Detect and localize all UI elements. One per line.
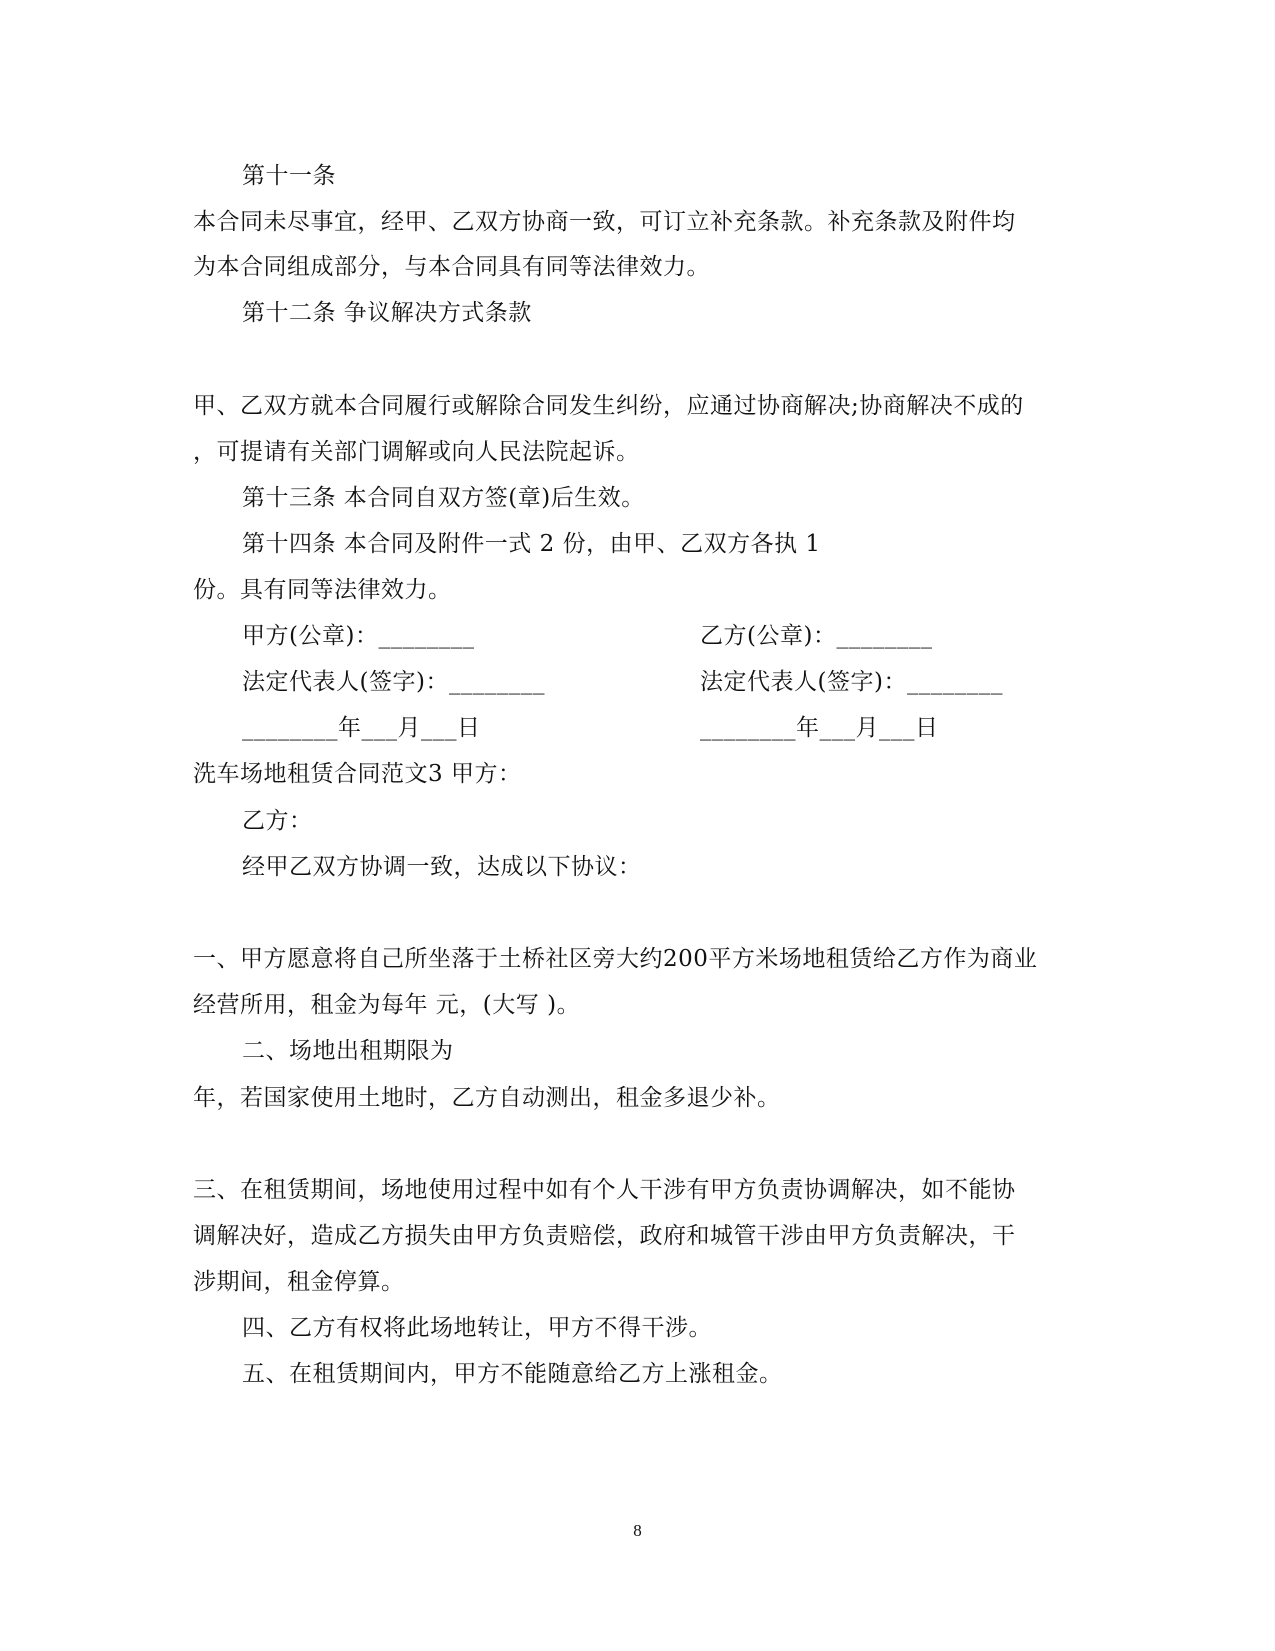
party-b-label: 乙方： — [242, 808, 313, 834]
body-line: 份。具有同等法律效力。 — [193, 577, 452, 603]
body-line: 甲、乙双方就本合同履行或解除合同发生纠纷，应通过协商解决;协商解决不成的 — [193, 393, 1024, 419]
clause-1-line: 经营所用，租金为每年 元，(大写 )。 — [193, 992, 581, 1018]
clause-3-line: 三、在租赁期间，场地使用过程中如有个人干涉有甲方负责协调解决，如不能协 — [193, 1177, 1016, 1203]
party-b-seal: 乙方(公章)：________ — [700, 623, 933, 649]
body-line: 为本合同组成部分，与本合同具有同等法律效力。 — [193, 254, 710, 280]
clause-4: 四、乙方有权将此场地转让，甲方不得干涉。 — [242, 1315, 712, 1341]
clause-2-line: 年，若国家使用土地时，乙方自动测出，租金多退少补。 — [193, 1085, 781, 1111]
party-b-date: ________年___月___日 — [700, 715, 939, 741]
clause-3-line: 涉期间，租金停算。 — [193, 1269, 405, 1295]
article-14: 第十四条 本合同及附件一式 2 份，由甲、乙双方各执 1 — [242, 531, 821, 557]
article-13: 第十三条 本合同自双方签(章)后生效。 — [242, 485, 645, 511]
body-line: ，可提请有关部门调解或向人民法院起诉。 — [193, 439, 640, 465]
clause-5: 五、在租赁期间内，甲方不能随意给乙方上涨租金。 — [242, 1361, 783, 1387]
article-12-heading: 第十二条 争议解决方式条款 — [242, 300, 532, 326]
clause-2-heading: 二、场地出租期限为 — [242, 1038, 454, 1064]
body-line: 本合同未尽事宜，经甲、乙双方协商一致，可订立补充条款。补充条款及附件均 — [193, 209, 1016, 235]
party-b-representative: 法定代表人(签字)：________ — [700, 669, 1003, 695]
article-11-heading: 第十一条 — [242, 163, 336, 189]
contract-title: 洗车场地租赁合同范文3 甲方： — [193, 761, 522, 787]
clause-1-line: 一、甲方愿意将自己所坐落于土桥社区旁大约200平方米场地租赁给乙方作为商业 — [193, 946, 1038, 972]
page-number: 8 — [633, 1521, 642, 1540]
party-a-representative: 法定代表人(签字)：________ — [242, 669, 545, 695]
agreement-intro: 经甲乙双方协调一致，达成以下协议： — [242, 854, 642, 880]
party-a-seal: 甲方(公章)：________ — [242, 623, 475, 649]
party-a-date: ________年___月___日 — [242, 715, 481, 741]
clause-3-line: 调解决好，造成乙方损失由甲方负责赔偿，政府和城管干涉由甲方负责解决，干 — [193, 1223, 1016, 1249]
